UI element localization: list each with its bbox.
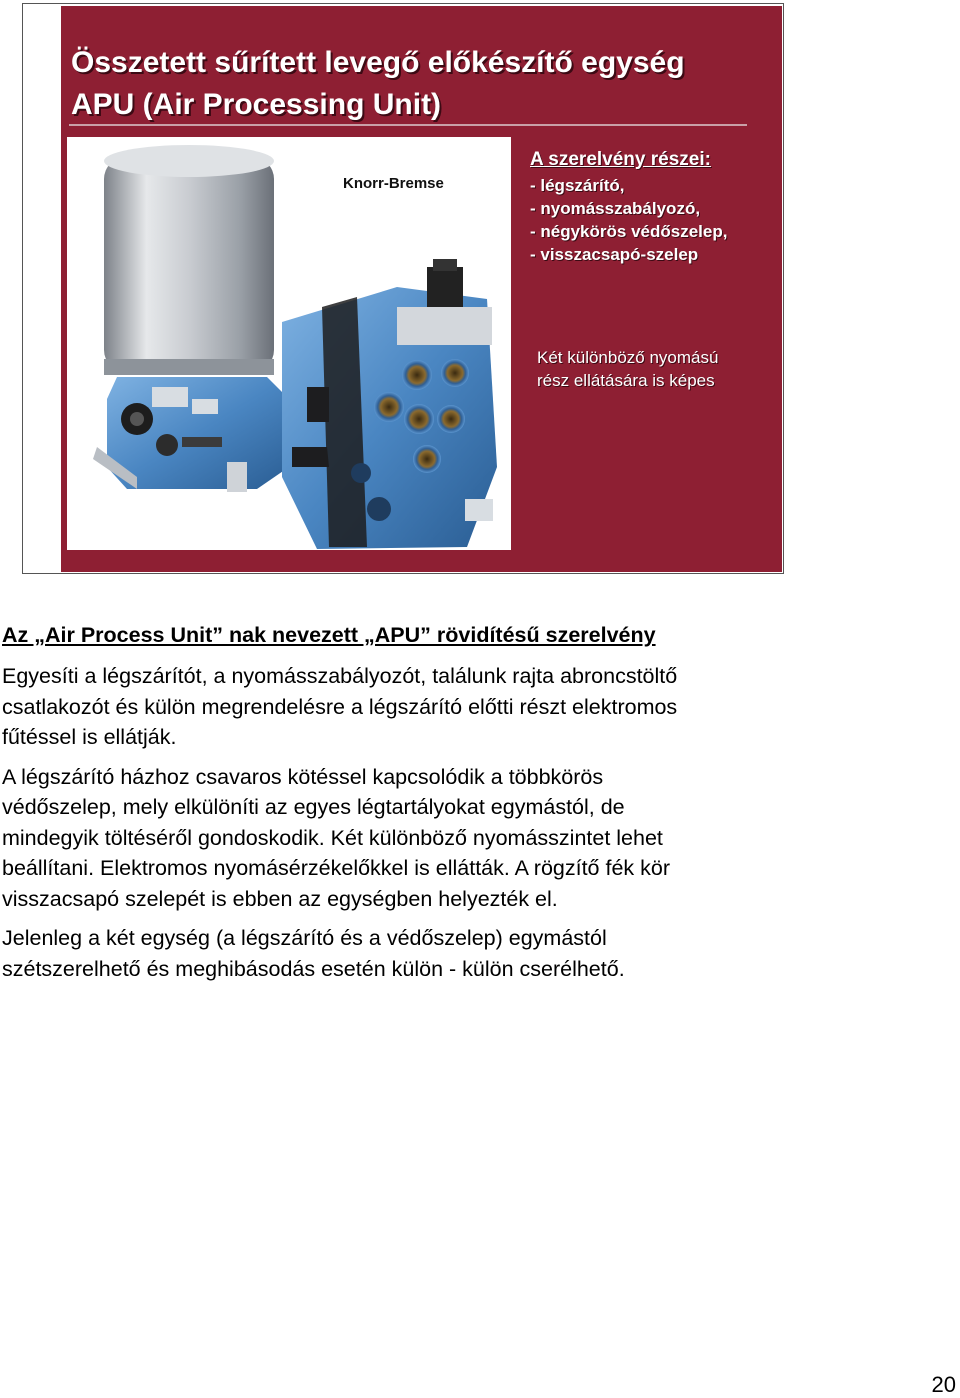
paragraph-3 [2, 923, 802, 984]
paragraph-2 [2, 762, 802, 915]
pressure-note-line-2: rész ellátására is képes [537, 371, 715, 390]
brand-label: Knorr-Bremse [343, 175, 444, 192]
text-line: Egyesíti a légszárítót, a nyomásszabályozót, találunk rajta abroncstöltő [2, 664, 678, 688]
text-line: A légszárító házhoz csavaros kötéssel kapcsolódik a többkörös [2, 764, 604, 789]
list-item: - visszacsapó-szelep [530, 245, 699, 264]
list-item: - légszárító, [530, 176, 625, 195]
slide-title-line-1: Összetett sűrített levegő előkészítő egység [71, 46, 685, 79]
text-line: mindegyik töltéséről gondoskodik. Két különböző nyomásszintet lehet [2, 825, 663, 850]
slide-title [71, 42, 685, 126]
protection-valve [282, 259, 497, 549]
parts-list [530, 174, 727, 266]
list-item: - nyomásszabályozó, [530, 199, 701, 218]
paragraph-1 [2, 661, 802, 753]
parts-section [530, 148, 727, 266]
slide-frame [22, 3, 784, 574]
page-number: 20 [931, 1372, 956, 1397]
apu-illustration [67, 137, 511, 550]
slide [61, 6, 782, 572]
product-photo [67, 137, 511, 550]
parts-heading: A szerelvény részei: [530, 149, 711, 170]
slide-title-line-2: APU (Air Processing Unit) [71, 88, 442, 121]
pressure-note-line-1: Két különböző nyomású [537, 348, 719, 367]
text-line: csatlakozót és külön megrendelésre a légszárító előtti részt elektromos [2, 694, 678, 719]
list-item: - négykörös védőszelep, [530, 222, 728, 241]
document-body [2, 661, 802, 993]
text-line: visszacsapó szelepét is ebben az egységben helyezték el. [2, 886, 558, 911]
text-line: fűtéssel is ellátják. [2, 725, 177, 749]
dryer-housing [93, 377, 289, 492]
pressure-note [537, 346, 718, 392]
air-dryer-cartridge [104, 145, 274, 375]
section-heading: Az „Air Process Unit” nak nevezett „APU” rövidítésű szerelvény [2, 623, 656, 647]
text-line: szétszerelhető és meghibásodás esetén külön - külön cserélhető. [2, 956, 625, 981]
text-line: beállítani. Elektromos nyomásérzékelőkkel is ellátták. A rögzítő fék kör [2, 856, 671, 880]
text-line: Jelenleg a két egység (a légszárító és a védőszelep) egymástól [2, 926, 607, 950]
text-line: védőszelep, mely elkülöníti az egyes légtartályokat egymástól, de [2, 795, 625, 819]
title-divider [69, 124, 747, 126]
